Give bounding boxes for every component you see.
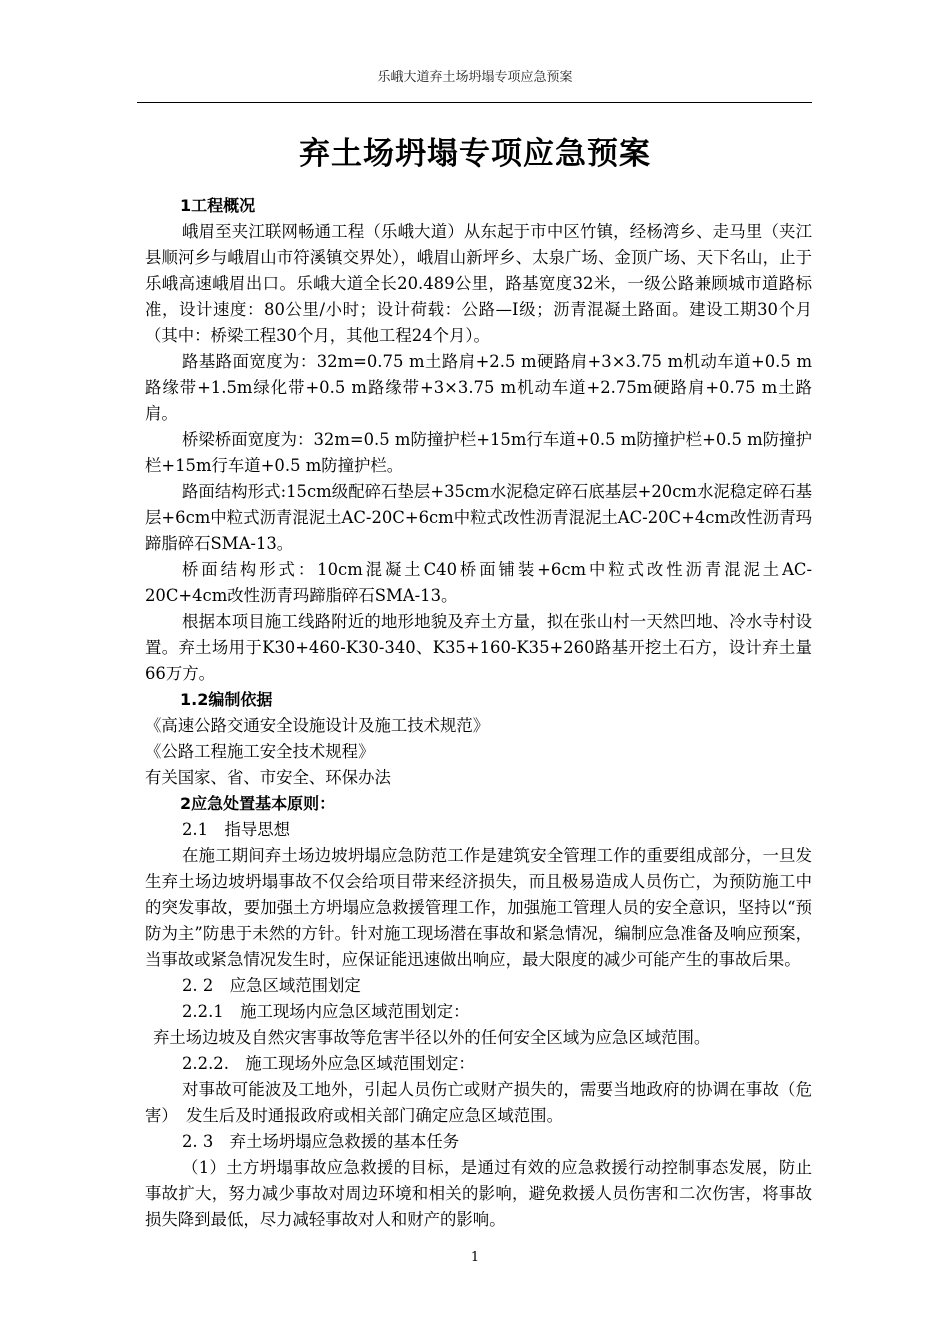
paragraph-onsite-emergency-zone: 弃土场边坡及自然灾害事故等危害半径以外的任何安全区域为应急区域范围。	[153, 1028, 711, 1047]
paragraph-offsite-emergency-zone: 对事故可能波及工地外，引起人员伤亡或财产损失的，需要当地政府的协调在事故（危害） 发生后及时通报政府或相关部门确定应急区域范围。	[145, 1080, 812, 1125]
paragraph-deck-structure: 桥面结构形式：10cm混凝土C40桥面铺装+6cm中粒式改性沥青混泥土AC-20C+4cm改性沥青玛蹄脂碎石SMA-13。	[145, 560, 812, 605]
subsection-heading-2-2: 2. 2 应急区域范围划定	[182, 976, 361, 995]
section-heading-1-2: 1.2编制依据	[180, 690, 273, 709]
paragraph-rescue-objective: （1）土方坍塌事故应急救援的目标，是通过有效的应急救援行动控制事态发展，防止事故扩大，努力减少事故对周边环境和相关的影响，避免救援人员伤害和二次伤害，将事故损失降到最低，尽力减轻事故对人和财产的影响。	[145, 1158, 812, 1229]
subsection-heading-2-1: 2.1 指导思想	[182, 820, 291, 839]
document-title: 弃土场坍塌专项应急预案	[299, 136, 651, 172]
paragraph-guiding-principle: 在施工期间弃土场边坡坍塌应急防范工作是建筑安全管理工作的重要组成部分，一旦发生弃土场边坡坍塌事故不仅会给项目带来经济损失，而且极易造成人员伤亡，为预防施工中的突发事故，要加强土方坍塌应急救援管理工作，加强施工管理人员的安全意识，坚持以“预防为主”防患于未然的方针。针对施工现场潜在事故和紧急情况，编制应急准备及响应预案，当事故或紧急情况发生时，应保证能迅速做出响应，最大限度的减少可能产生的事故后果。	[145, 846, 812, 969]
subsection-heading-2-3: 2. 3 弃土场坍塌应急救援的基本任务	[182, 1132, 460, 1151]
paragraph-spoil-site: 根据本项目施工线路附近的地形地貌及弃土方量，拟在张山村一天然凹地、冷水寺村设置。弃土场用于K30+460-K30-340、K35+160-K35+260路基开挖土石方，设计弃土量66万方。	[145, 612, 812, 683]
paragraph-pavement-structure: 路面结构形式:15cm级配碎石垫层+35cm水泥稳定碎石底基层+20cm水泥稳定碎石基层+6cm中粒式沥青混泥土AC-20C+6cm中粒式改性沥青混泥土AC-20C+4cm改性沥青玛蹄脂碎石SMA-13。	[145, 482, 812, 553]
subsection-heading-2-2-1: 2.2.1 施工现场内应急区域范围划定：	[182, 1002, 470, 1021]
reference-item: 《高速公路交通安全设施设计及施工技术规范》	[145, 716, 490, 735]
section-heading-2: 2应急处置基本原则：	[180, 794, 336, 813]
reference-item: 有关国家、省、市安全、环保办法	[145, 768, 391, 787]
reference-item: 《公路工程施工安全技术规程》	[145, 742, 375, 761]
subsection-heading-2-2-2: 2.2.2. 施工现场外应急区域范围划定：	[182, 1054, 475, 1073]
paragraph-project-overview: 峨眉至夹江联网畅通工程（乐峨大道）从东起于市中区竹镇，经杨湾乡、走马里（夹江县顺河乡与峨眉山市符溪镇交界处），峨眉山新坪乡、太泉广场、金顶广场、天下名山，止于乐峨高速峨眉出口。乐峨大道全长20.489公里，路基宽度32米，一级公路兼顾城市道路标准，设计速度：80公里/小时；设计荷载：公路—I级；沥青混凝土路面。建设工期30个月（其中：桥梁工程30个月，其他工程24个月）。	[145, 222, 812, 345]
running-header: 乐峨大道弃土场坍塌专项应急预案	[377, 70, 573, 85]
paragraph-bridge-width: 桥梁桥面宽度为：32m=0.5 m防撞护栏+15m行车道+0.5 m防撞护栏+0.5 m防撞护栏+15m行车道+0.5 m防撞护栏。	[145, 430, 812, 475]
header-divider	[137, 102, 812, 103]
section-heading-1: 1工程概况	[180, 196, 256, 215]
page-number: 1	[470, 1250, 480, 1265]
document-body	[145, 193, 812, 1233]
paragraph-roadbed-width: 路基路面宽度为：32m=0.75 m土路肩+2.5 m硬路肩+3×3.75 m机动车道+0.5 m路缘带+1.5m绿化带+0.5 m路缘带+3×3.75 m机动车道+2.75m硬路肩+0.75 m土路肩。	[145, 352, 812, 423]
